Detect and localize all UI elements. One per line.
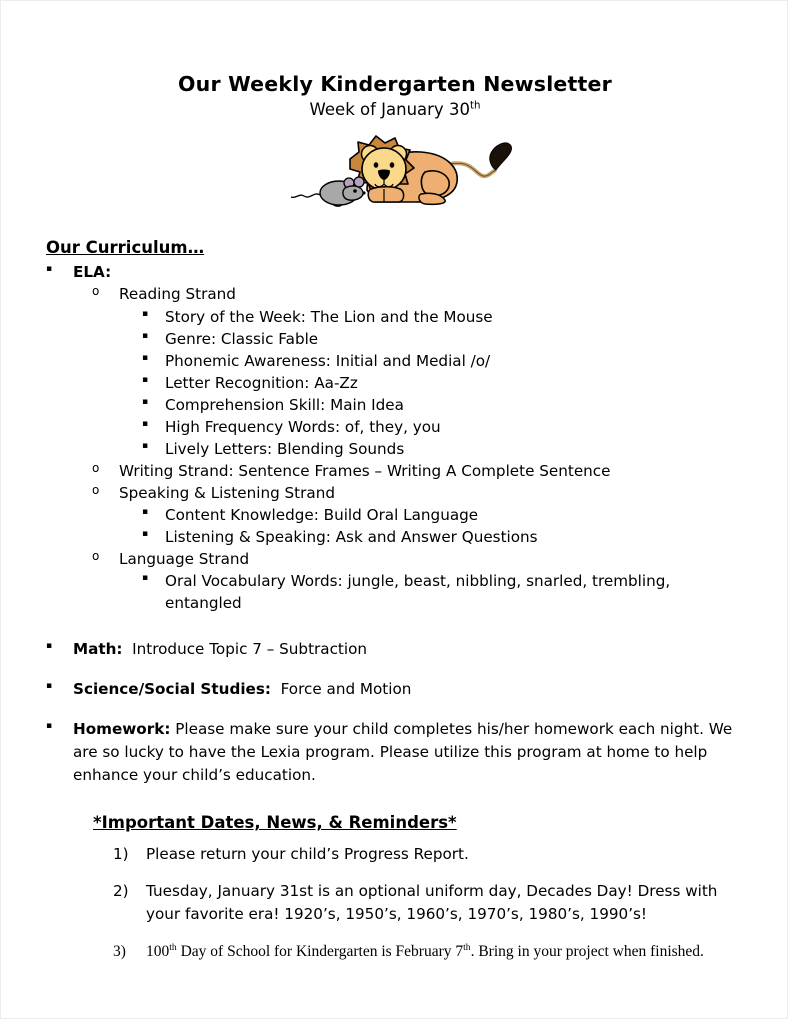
list-item xyxy=(142,372,749,394)
page-title: Our Weekly Kindergarten Newsletter xyxy=(178,72,612,96)
square-bullet-icon: ▪ xyxy=(46,721,53,732)
speaking-listening-strand-label: Speaking & Listening Strand xyxy=(119,483,335,502)
list-number: 1) xyxy=(113,845,129,864)
page-sheet xyxy=(1,1,788,1019)
subtitle-text: Week of January 30 xyxy=(309,99,470,119)
spacer xyxy=(46,700,749,718)
reading-item-phonemic-awareness: Phonemic Awareness: Initial and Medial /o/ xyxy=(165,351,491,370)
speaking-item-listening-speaking: Listening & Speaking: Ask and Answer Questions xyxy=(165,527,538,546)
list-item xyxy=(142,328,749,350)
important-dates-heading: *Important Dates, News, & Reminders* xyxy=(93,813,457,833)
science-line xyxy=(73,678,749,700)
square-bullet-icon: ▪ xyxy=(142,396,149,407)
curriculum-heading: Our Curriculum… xyxy=(46,237,205,257)
speaking-item-content-knowledge: Content Knowledge: Build Oral Language xyxy=(165,505,479,524)
language-item-oral-vocabulary-words: Oral Vocabulary Words: jungle, beast, nibbling, snarled, trembling, entangled xyxy=(165,571,671,612)
math-text: Introduce Topic 7 – Subtraction xyxy=(132,639,368,658)
square-bullet-icon: ▪ xyxy=(142,506,149,517)
circle-bullet-icon: o xyxy=(92,460,100,475)
list-item xyxy=(142,350,749,372)
list-item-writing-strand xyxy=(92,460,749,482)
square-bullet-icon: ▪ xyxy=(142,440,149,451)
square-bullet-icon: ▪ xyxy=(142,330,149,341)
square-bullet-icon: ▪ xyxy=(142,418,149,429)
list-item-speaking-listening-strand xyxy=(92,482,749,504)
square-bullet-icon: ▪ xyxy=(142,374,149,385)
list-item xyxy=(113,880,749,926)
list-item xyxy=(113,940,749,963)
february-ordinal-suffix: th xyxy=(463,941,471,953)
circle-bullet-icon: o xyxy=(92,482,100,497)
title-block xyxy=(1,1,788,120)
list-item-homework xyxy=(46,718,749,787)
writing-strand-label: Writing Strand: Sentence Frames – Writing A Complete Sentence xyxy=(119,461,611,480)
square-bullet-icon: ▪ xyxy=(46,640,53,651)
homework-label: Homework: xyxy=(73,720,171,739)
important-dates-section xyxy=(46,811,749,963)
list-item xyxy=(142,394,749,416)
circle-bullet-icon: o xyxy=(92,284,100,299)
list-item xyxy=(142,438,749,460)
homework-text: Please make sure your child completes his/her homework each night. We are so lucky to have the Lexia program. Please utilize this program at home to help enhance your child’s education. xyxy=(73,720,733,785)
hundredth-day-suffix: . Bring in your project when finished. xyxy=(470,942,704,960)
ela-label: ELA: xyxy=(73,263,112,282)
square-bullet-icon: ▪ xyxy=(142,352,149,363)
list-item-reading-strand xyxy=(92,283,749,305)
math-label: Math: xyxy=(73,639,123,658)
illustration-container xyxy=(1,126,788,226)
date-item-decades-day: Tuesday, January 31st is an optional uniform day, Decades Day! Dress with your favorite era! 1920’s, 1950’s, 1960’s, 1970’s, 1980’s, 1990’s! xyxy=(146,882,718,923)
reading-item-high-frequency-words: High Frequency Words: of, they, you xyxy=(165,417,441,436)
science-label: Science/Social Studies: xyxy=(73,679,271,698)
square-bullet-icon: ▪ xyxy=(46,264,53,275)
reading-item-lively-letters: Lively Letters: Blending Sounds xyxy=(165,439,405,458)
list-item-math xyxy=(46,638,749,660)
language-strand-label: Language Strand xyxy=(119,549,250,568)
list-item xyxy=(142,526,749,548)
list-item-language-strand xyxy=(92,548,749,570)
list-item xyxy=(142,416,749,438)
reading-strand-label: Reading Strand xyxy=(119,285,236,304)
spacer xyxy=(46,787,749,811)
important-dates-list xyxy=(93,843,749,963)
list-item xyxy=(142,504,749,526)
reading-item-story-of-the-week: Story of the Week: The Lion and the Mouse xyxy=(165,307,493,326)
subtitle-ordinal-suffix: th xyxy=(469,100,481,112)
circle-bullet-icon: o xyxy=(92,548,100,563)
page-subtitle xyxy=(1,101,788,120)
reading-item-comprehension-skill: Comprehension Skill: Main Idea xyxy=(165,395,404,414)
list-item-ela xyxy=(46,261,749,283)
reading-item-letter-recognition: Letter Recognition: Aa-Zz xyxy=(165,373,358,392)
hundredth-day-middle: Day of School for Kindergarten is February 7 xyxy=(176,942,464,960)
math-line xyxy=(73,638,749,660)
list-number: 2) xyxy=(113,882,129,901)
spacer xyxy=(46,614,749,638)
hundredth-ordinal-suffix: th xyxy=(169,941,177,953)
science-text: Force and Motion xyxy=(280,679,412,698)
list-item xyxy=(142,570,749,614)
spacer xyxy=(46,660,749,678)
list-item-science-social-studies xyxy=(46,678,749,700)
date-item-progress-report: Please return your child’s Progress Report. xyxy=(146,845,469,864)
square-bullet-icon: ▪ xyxy=(142,308,149,319)
list-item xyxy=(142,306,749,328)
document-body xyxy=(1,236,788,963)
date-item-100th-day xyxy=(146,943,704,960)
square-bullet-icon: ▪ xyxy=(142,572,149,583)
square-bullet-icon: ▪ xyxy=(46,680,53,691)
square-bullet-icon: ▪ xyxy=(142,528,149,539)
list-item xyxy=(113,843,749,866)
lion-and-mouse-icon xyxy=(275,126,515,226)
reading-item-genre: Genre: Classic Fable xyxy=(165,329,319,348)
list-number: 3) xyxy=(113,942,126,960)
hundredth-day-prefix: 100 xyxy=(146,942,170,960)
homework-line xyxy=(73,718,749,787)
